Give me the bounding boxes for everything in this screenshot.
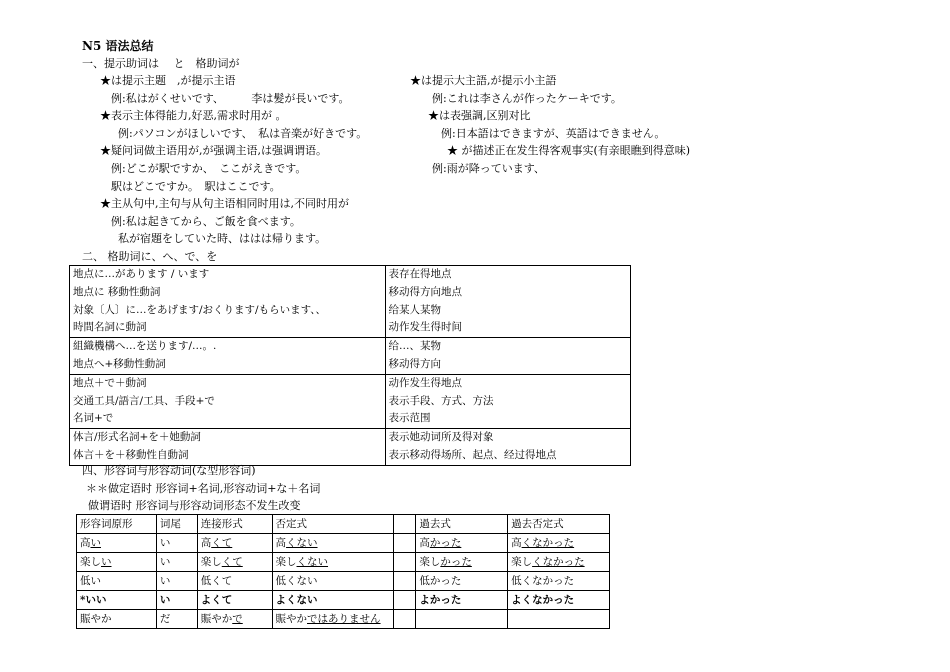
conjugation-cell (77, 534, 157, 553)
stem-text: 低くて (200, 575, 233, 587)
underlined-ending: くて (211, 537, 233, 549)
table-row (77, 610, 610, 629)
conjugation-cell (197, 610, 272, 629)
usage-cell: 体言＋を＋移動性自動詞 (70, 447, 386, 465)
conjugation-cell (77, 591, 157, 610)
table-row (70, 429, 631, 447)
conjugation-cell (508, 534, 610, 553)
usage-cell: 地点に 移動性動詞 (70, 284, 386, 302)
conjugation-cell (197, 591, 272, 610)
table-row (70, 319, 631, 337)
stem-text: 楽し (200, 556, 222, 568)
conjugation-cell (416, 591, 508, 610)
table-row (70, 338, 631, 356)
usage-cell: 時間名詞に動詞 (70, 319, 386, 337)
stem-text: よくなかった (511, 594, 575, 606)
stem-text: 高 (275, 537, 287, 549)
conjugation-cell (416, 553, 508, 572)
section4-note-attributive: ＊＊做定语时 形容词+名词,形容动词+な＋名词 (86, 482, 321, 495)
conjugation-cell (394, 572, 416, 591)
conjugation-cell (156, 610, 197, 629)
underlined-ending: くて (221, 556, 243, 568)
s1-left-line: ★は提示主题 ,が提示主语 (100, 74, 236, 87)
column-header: 否定式 (272, 515, 394, 534)
stem-text: 低い (80, 575, 101, 587)
s1-left-line: 例:パソコンがほしいです、 私は音楽が好きです。 (118, 127, 368, 140)
conjugation-cell (77, 610, 157, 629)
meaning-cell: 表示她动词所及得对象 (385, 429, 630, 447)
adjective-conjugation-table (76, 514, 610, 629)
column-header (394, 515, 416, 534)
s1-right-line: 例:雨が降っています、 (432, 162, 545, 175)
stem-text: 楽し (275, 556, 297, 568)
conjugation-cell (197, 534, 272, 553)
conjugation-cell (416, 610, 508, 629)
conjugation-cell (77, 572, 157, 591)
s1-left-line: ★主从句中,主句与从句主语相同时用は,不同时用が (100, 197, 349, 210)
stem-text: い (159, 537, 171, 549)
meaning-cell: 表示手段、方式、方法 (385, 393, 630, 411)
s1-left-line: ★表示主体得能力,好恶,需求时用が 。 (100, 109, 287, 122)
page-title: N5 语法总结 (82, 39, 154, 53)
stem-text: よくない (275, 594, 318, 606)
table-row (77, 572, 610, 591)
column-header: 形容词原形 (77, 515, 157, 534)
column-header: 词尾 (156, 515, 197, 534)
stem-text: 高 (200, 537, 212, 549)
stem-text: 楽し (80, 556, 101, 568)
underlined-ending: で (232, 613, 243, 625)
column-header: 過去否定式 (508, 515, 610, 534)
underlined-ending: い (101, 556, 112, 568)
stem-text: 賑やか (275, 613, 308, 625)
s1-left-line: 駅はどこですか。 駅はここです。 (111, 180, 281, 193)
s1-right-line: ★は表强調,区别对比 (428, 109, 531, 122)
stem-text: 楽し (419, 556, 441, 568)
s1-right-line: ★は提示大主語,が提示小主語 (410, 74, 557, 87)
conjugation-cell (272, 610, 394, 629)
usage-cell: 地点に…があります / います (70, 266, 386, 284)
stem-text: 賑やか (80, 613, 112, 625)
conjugation-cell (394, 591, 416, 610)
stem-text: 賑やか (200, 613, 233, 625)
table-row (70, 410, 631, 428)
stem-text: 高 (511, 537, 522, 549)
conjugation-cell (77, 553, 157, 572)
s1-left-line: 例:どこが駅ですか、 ここがえきです。 (111, 162, 307, 175)
stem-text: よくて (200, 594, 233, 606)
stem-text: だ (159, 613, 171, 625)
conjugation-cell (156, 553, 197, 572)
table-header-row (77, 515, 610, 534)
meaning-cell: 表存在得地点 (385, 266, 630, 284)
table-row (70, 266, 631, 284)
table-row (70, 302, 631, 320)
table-row (77, 591, 610, 610)
stem-text: 高 (80, 537, 91, 549)
conjugation-cell (508, 610, 610, 629)
s1-right-line: ★ が描述正在发生得客观事实(有亲眼瞧到得意味) (447, 144, 691, 157)
section4-heading: 四、形容词与形容动词(な型形容词) (82, 464, 256, 477)
stem-text: い (159, 556, 171, 568)
conjugation-cell (197, 572, 272, 591)
underlined-ending: かった (429, 537, 462, 549)
conjugation-cell (272, 572, 394, 591)
table-row (70, 447, 631, 465)
usage-cell: 組織機構へ…を送ります/…。. (70, 338, 386, 356)
conjugation-cell (156, 534, 197, 553)
meaning-cell: 移动得方向地点 (385, 284, 630, 302)
table-row (70, 356, 631, 374)
table-row (77, 553, 610, 572)
underlined-ending: ではありません (307, 613, 381, 625)
particle-table (69, 265, 631, 466)
table-row (77, 534, 610, 553)
meaning-cell: 表示范围 (385, 410, 630, 428)
conjugation-cell (272, 591, 394, 610)
underlined-ending: くない (286, 537, 318, 549)
column-header: 连接形式 (197, 515, 272, 534)
conjugation-cell (156, 572, 197, 591)
usage-cell: 地点へ+移動性動詞 (70, 356, 386, 374)
s1-right-line: 例:日本語はできますが、英語はできません。 (441, 127, 666, 140)
underlined-ending: くない (296, 556, 329, 568)
conjugation-cell (416, 572, 508, 591)
conjugation-cell (272, 553, 394, 572)
stem-text: 低くない (275, 575, 318, 587)
section4-note-predicate: 做谓语时 形容词与形容动词形态不发生改变 (88, 499, 301, 512)
usage-cell: 地点＋で＋動詞 (70, 374, 386, 392)
usage-cell: 交通工具/語言/工具、手段+で (70, 393, 386, 411)
usage-cell: 対象〔人〕に…をあげます/おくります/もらいます、、 (70, 302, 386, 320)
s1-left-line: 例:私はがくせいです、 李は髪が長いです。 (111, 92, 350, 105)
conjugation-cell (394, 534, 416, 553)
usage-cell: 名词+で (70, 410, 386, 428)
underlined-ending: い (90, 537, 101, 549)
underlined-ending: くなかった (532, 556, 585, 568)
underlined-ending: かった (440, 556, 472, 568)
meaning-cell: 给…、某物 (385, 338, 630, 356)
meaning-cell: 动作发生得地点 (385, 374, 630, 392)
underlined-ending: くなかった (521, 537, 575, 549)
s1-left-line: 私が宿題をしていた時、ははは帰ります。 (118, 232, 327, 245)
stem-text: よかった (419, 594, 462, 606)
stem-text: い (159, 575, 171, 587)
section1-heading: 一、提示助词は と 格助词が (82, 57, 240, 70)
table-row (70, 374, 631, 392)
stem-text: い (159, 594, 171, 606)
usage-cell: 体言/形式名詞+を＋她動詞 (70, 429, 386, 447)
conjugation-cell (156, 591, 197, 610)
meaning-cell: 给某人某物 (385, 302, 630, 320)
conjugation-cell (508, 591, 610, 610)
s1-right-line: 例:これは李さんが作ったケーキです。 (432, 92, 622, 105)
column-header: 過去式 (416, 515, 508, 534)
conjugation-cell (197, 553, 272, 572)
table-row (70, 393, 631, 411)
s1-left-line: 例:私は起きてから、ご飯を食べます。 (111, 215, 301, 228)
stem-text: 低かった (419, 575, 462, 587)
meaning-cell: 移动得方向 (385, 356, 630, 374)
stem-text: *いい (80, 594, 107, 606)
stem-text: 高 (419, 537, 430, 549)
s1-left-line: ★疑问词做主语用が,が强调主语,は强调谓语。 (100, 144, 327, 157)
stem-text: 楽し (511, 556, 533, 568)
conjugation-cell (394, 553, 416, 572)
table-row (70, 284, 631, 302)
conjugation-cell (272, 534, 394, 553)
section2-heading: 二、 格助词に、へ、で、を (82, 250, 218, 263)
stem-text: 低くなかった (511, 575, 575, 587)
conjugation-cell (394, 610, 416, 629)
conjugation-cell (508, 553, 610, 572)
meaning-cell: 表示移动得场所、起点、经过得地点 (385, 447, 630, 465)
meaning-cell: 动作发生得时间 (385, 319, 630, 337)
conjugation-cell (416, 534, 508, 553)
conjugation-cell (508, 572, 610, 591)
